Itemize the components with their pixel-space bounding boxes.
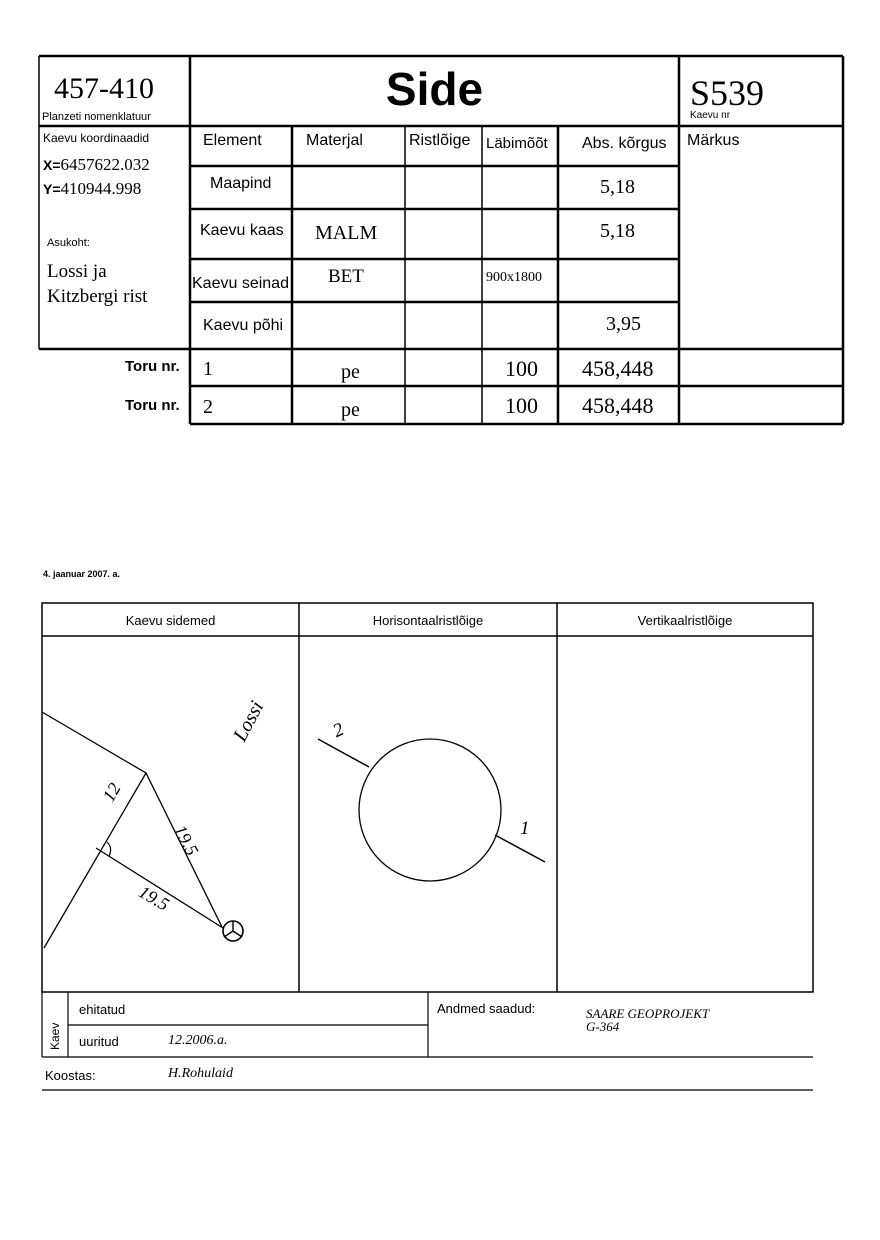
pipe-label: Toru nr. xyxy=(125,358,180,375)
sketch-header-horizontal: Horisontaalristlõige xyxy=(372,613,484,628)
row-element: Kaevu seinad xyxy=(192,275,289,292)
data-source-label: Andmed saadud: xyxy=(437,1001,536,1016)
pipe-material: pe xyxy=(341,361,360,383)
location-line-1: Lossi ja xyxy=(47,261,107,282)
pipe-abs-height: 458,448 xyxy=(582,393,654,418)
pipe-diameter: 100 xyxy=(505,356,538,381)
pipe-material: pe xyxy=(341,399,360,421)
compiled-by-value: H.Rohulaid xyxy=(168,1066,233,1081)
row-abs-height: 3,95 xyxy=(606,313,641,335)
y-value: 410944.998 xyxy=(60,179,142,198)
col-remark: Märkus xyxy=(687,132,740,149)
row-abs-height: 5,18 xyxy=(600,220,635,242)
well-number-label: Kaevu nr xyxy=(690,110,731,121)
well-number-value: S539 xyxy=(690,73,765,113)
handwritten-pipe-2: 2 xyxy=(329,719,348,743)
nomenclature-value: 457-410 xyxy=(54,72,154,105)
nomenclature-label: Planzeti nomenklatuur xyxy=(42,111,151,123)
x-label: X= xyxy=(43,157,61,173)
col-material: Materjal xyxy=(306,132,363,149)
row-element: Kaevu kaas xyxy=(200,222,284,239)
kaev-label: Kaev xyxy=(48,1022,62,1050)
coordinates-label: Kaevu koordinaadid xyxy=(43,131,150,145)
col-element: Element xyxy=(203,132,262,149)
row-abs-height: 5,18 xyxy=(600,176,635,198)
compiled-by-label: Koostas: xyxy=(45,1068,96,1083)
coordinate-y xyxy=(43,179,141,199)
handwritten-street-lossi: Lossi xyxy=(229,697,269,746)
coordinate-x xyxy=(43,155,150,175)
pipe-label: Toru nr. xyxy=(125,397,180,414)
col-cross-section: Ristlõige xyxy=(409,132,471,149)
handwritten-distance-19-5-a: 19.5 xyxy=(169,821,203,859)
sketch-header-connections: Kaevu sidemed xyxy=(125,613,216,628)
row-element: Kaevu põhi xyxy=(203,317,284,334)
location-line-2: Kitzbergi rist xyxy=(47,286,148,307)
document-date: 4. jaanuar 2007. a. xyxy=(43,569,121,579)
handwritten-pipe-1: 1 xyxy=(520,818,530,839)
x-value: 6457622.032 xyxy=(60,155,150,174)
location-label: Asukoht: xyxy=(47,237,90,249)
row-material: MALM xyxy=(315,222,378,244)
surveyed-value: 12.2006.a. xyxy=(168,1033,228,1048)
pipe-abs-height: 458,448 xyxy=(582,356,654,381)
handwritten-distance-12: 12 xyxy=(98,779,125,806)
data-source-line-1: SAARE GEOPROJEKT xyxy=(586,1006,710,1021)
pipe-diameter: 100 xyxy=(505,393,538,418)
handwritten-distance-19-5-b: 19.5 xyxy=(135,881,173,915)
y-label: Y= xyxy=(43,181,61,197)
page-title: Side xyxy=(385,63,484,115)
pipe-number: 2 xyxy=(203,396,213,418)
pipe-number: 1 xyxy=(203,358,213,380)
sketch-header-vertical: Vertikaalristlõige xyxy=(637,613,733,628)
row-material: BET xyxy=(328,266,364,287)
row-element: Maapind xyxy=(210,175,272,192)
built-label: ehitatud xyxy=(79,1002,126,1017)
row-diameter: 900x1800 xyxy=(486,270,542,285)
col-abs-height: Abs. kõrgus xyxy=(582,135,667,152)
data-source-line-2: G-364 xyxy=(586,1019,620,1034)
col-diameter: Läbimõõt xyxy=(486,135,548,152)
surveyed-label: uuritud xyxy=(79,1034,119,1049)
